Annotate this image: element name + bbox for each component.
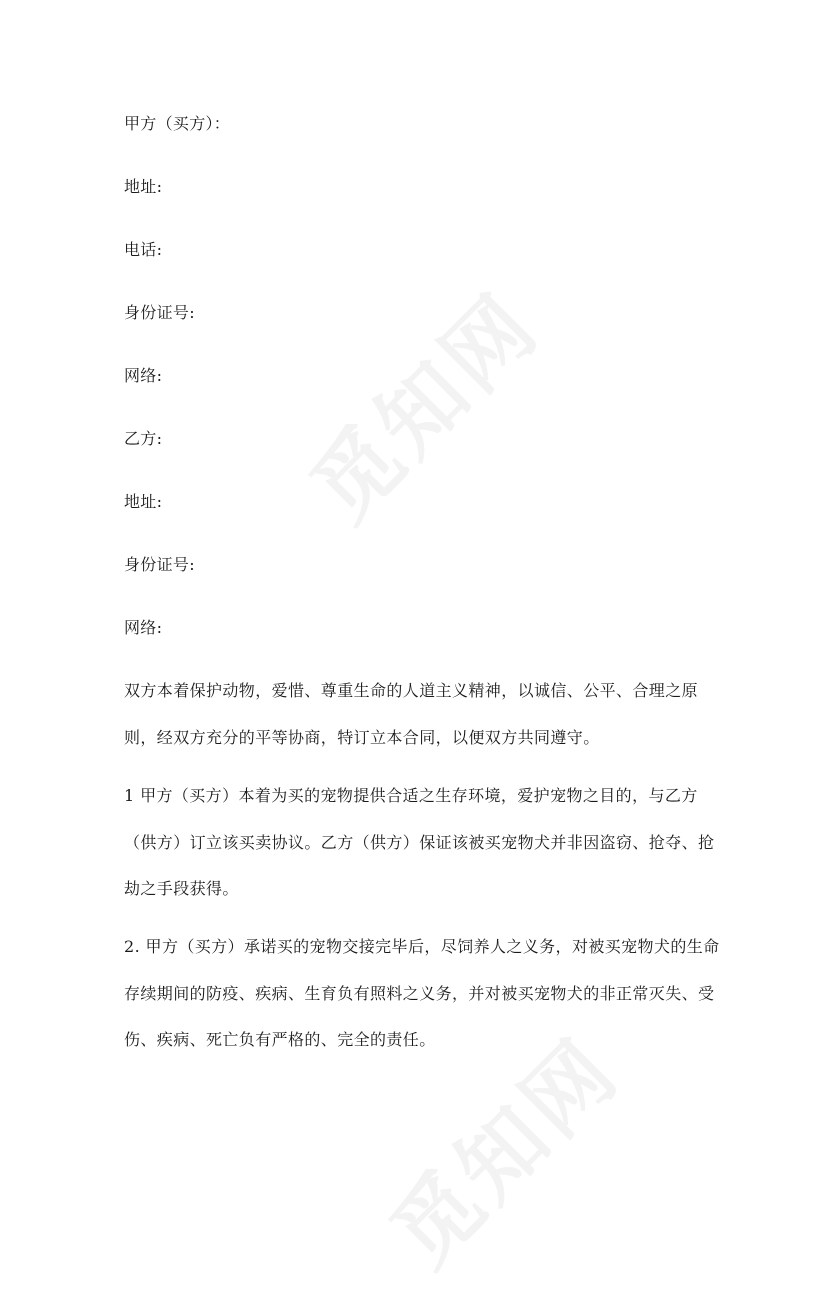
- party-a-address-label: 地址:: [124, 177, 163, 196]
- watermark-bottom: 觅知网: [372, 1019, 639, 1286]
- party-a-phone-label: 电话:: [124, 240, 163, 259]
- party-a-title: 甲方（买方）：: [124, 114, 231, 133]
- party-b-address-label: 地址:: [124, 492, 163, 511]
- party-b-network-label: 网络:: [124, 618, 163, 637]
- clause-1-paragraph: 1 甲方（买方）本着为买的宠物提供合适之生存环境，爱护宠物之目的，与乙方（供方）订立该买卖协议。乙方（供方）保证该被买宠物犬并非因盗窃、抢夺、抢劫之手段获得。: [124, 786, 715, 898]
- party-b-title: 乙方:: [124, 429, 163, 448]
- intro-paragraph: 双方本着保护动物，爱惜、尊重生命的人道主义精神，以诚信、公平、合理之原则，经双方充分的平等协商，特订立本合同，以便双方共同遵守。: [124, 681, 699, 747]
- clause-2-paragraph: 2. 甲方（买方）承诺买的宠物交接完毕后，尽饲养人之义务，对被买宠物犬的生命存续期间的防疫、疾病、生育负有照料之义务，并对被买宠物犬的非正常灭失、受伤、疾病、死亡负有严格的、完全的责任。: [124, 937, 720, 1049]
- watermark: 觅知网: [292, 274, 559, 541]
- party-b-id-label: 身份证号:: [124, 555, 195, 574]
- party-a-network-label: 网络:: [124, 366, 163, 385]
- party-a-id-label: 身份证号:: [124, 303, 195, 322]
